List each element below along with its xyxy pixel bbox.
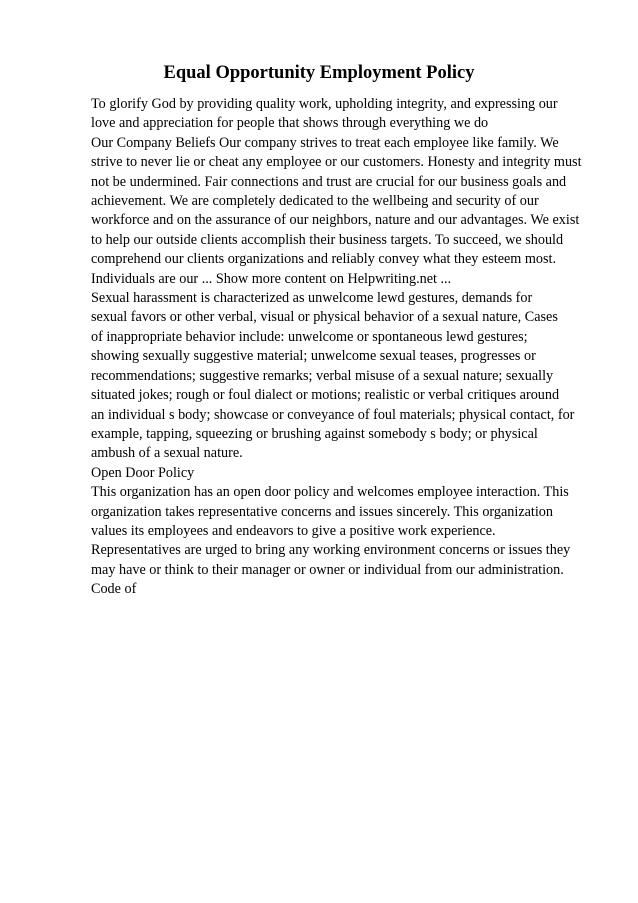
body-line: Individuals are our ... Show more content on Helpwriting.net ... (91, 270, 452, 287)
body-line: example, tapping, squeezing or brushing against somebody s body; or physical (91, 425, 538, 442)
body-line: To glorify God by providing quality work, upholding integrity, and expressing our (91, 96, 558, 112)
body-line: sexual favors or other verbal, visual or physical behavior of a sexual nature, Cases (91, 309, 558, 326)
body-line: not be undermined. Fair connections and trust are crucial for our business goals and (91, 173, 567, 190)
body-line: achievement. We are completely dedicated to the wellbeing and security of our (91, 193, 539, 210)
body-line: Sexual harassment is characterized as unwelcome lewd gestures, demands for (91, 290, 533, 307)
body-line: Code of (91, 581, 137, 598)
body-line: Our Company Beliefs Our company strives to treat each employee like family. We (91, 134, 559, 151)
body-line: workforce and on the assurance of our neighbors, nature and our advantages. We exist (91, 212, 580, 229)
body-line: This organization has an open door policy and welcomes employee interaction. This (91, 484, 569, 501)
body-line: showing sexually suggestive material; unwelcome sexual teases, progresses or (91, 348, 536, 365)
body-line: may have or think to their manager or owner or individual from our administration. (91, 561, 564, 578)
body-line: strive to never lie or cheat any employee or our customers. Honesty and integrity must (91, 154, 582, 171)
section-heading-open-door-policy: Open Door Policy (91, 464, 195, 481)
body-line: comprehend our clients organizations and reliably convey what they esteem most. (91, 251, 557, 268)
document-title: Equal Opportunity Employment Policy (163, 63, 475, 83)
body-line: to help our outside clients accomplish their business targets. To succeed, we should (91, 231, 564, 248)
body-line: of inappropriate behavior include: unwelcome or spontaneous lewd gestures; (91, 328, 528, 345)
body-line: Representatives are urged to bring any working environment concerns or issues they (91, 542, 571, 559)
body-line: love and appreciation for people that shows through everything we do (91, 115, 489, 132)
body-line: recommendations; suggestive remarks; verbal misuse of a sexual nature; sexually (91, 367, 554, 384)
body-line: values its employees and endeavors to give a positive work experience. (91, 522, 496, 539)
body-line: situated jokes; rough or foul dialect or motions; realistic or verbal critiques around (91, 387, 560, 404)
body-line: organization takes representative concerns and issues sincerely. This organization (91, 503, 553, 520)
body-line: ambush of a sexual nature. (91, 445, 243, 462)
document-body (91, 95, 611, 600)
body-line: an individual s body; showcase or conveyance of foul materials; physical contact, for (91, 406, 575, 423)
